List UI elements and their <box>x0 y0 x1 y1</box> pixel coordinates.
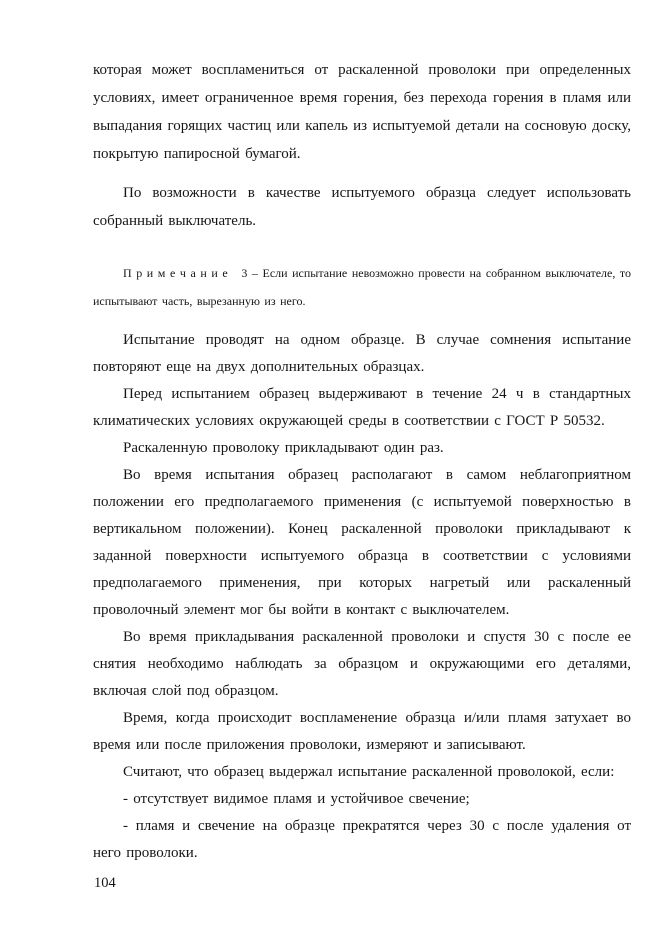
paragraph-test-count: Испытание проводят на одном образце. В случае сомнения испытание повторяют еще на двух дополнительных образцах. <box>93 332 631 375</box>
paragraph-specimen-position: Во время испытания образец располагают в самом неблагоприятном положении его предполагаемого применения (с испытуемой поверхностью в вертикальном положении). Конец раскаленной проволоки прикладывают к заданной поверхности испытуемого образца в соответствии с условиями предполагаемого применения, при которых нагретый или раскаленный проволочный элемент мог бы войти в контакт с выключателем. <box>93 467 631 618</box>
paragraph-observation: Во время прикладывания раскаленной проволоки и спустя 30 с после ее снятия необходимо наблюдать за образцом и окружающими его деталями, включая слой под образцом. <box>93 629 631 699</box>
list-item-no-flame: - отсутствует видимое пламя и устойчивое свечение; <box>123 791 470 807</box>
paragraph-sample-requirement: По возможности в качестве испытуемого образца следует использовать собранный выключатель. <box>93 185 631 229</box>
paragraph-pass-criteria-intro: Считают, что образец выдержал испытание раскаленной проволокой, если: <box>123 764 615 780</box>
page-number: 104 <box>94 875 116 891</box>
note-paragraph: П р и м е ч а н и е 3 – Если испытание невозможно провести на собранном выключателе, то испытывают часть, вырезанную из него. <box>93 266 631 308</box>
paragraph-time-measurement: Время, когда происходит воспламенение образца и/или пламя затухает во время или после приложения проволоки, измеряют и записывают. <box>93 710 631 753</box>
page-body-text <box>93 56 631 867</box>
list-item-flame-ceases: - пламя и свечение на образце прекратятся через 30 с после удаления от него проволоки. <box>93 818 631 861</box>
paragraph-conditioning: Перед испытанием образец выдерживают в течение 24 ч в стандартных климатических условиях окружающей среды в соответствии с ГОСТ Р 50532. <box>93 386 631 429</box>
paragraph-continuation: которая может воспламениться от раскаленной проволоки при определенных условиях, имеет ограниченное время горения, без перехода горения в пламя или выпадания горящих частиц или капель из испытуемой детали на сосновую доску, покрытую папиросной бумагой. <box>93 62 631 162</box>
paragraph-wire-application: Раскаленную проволоку прикладывают один раз. <box>123 440 444 456</box>
